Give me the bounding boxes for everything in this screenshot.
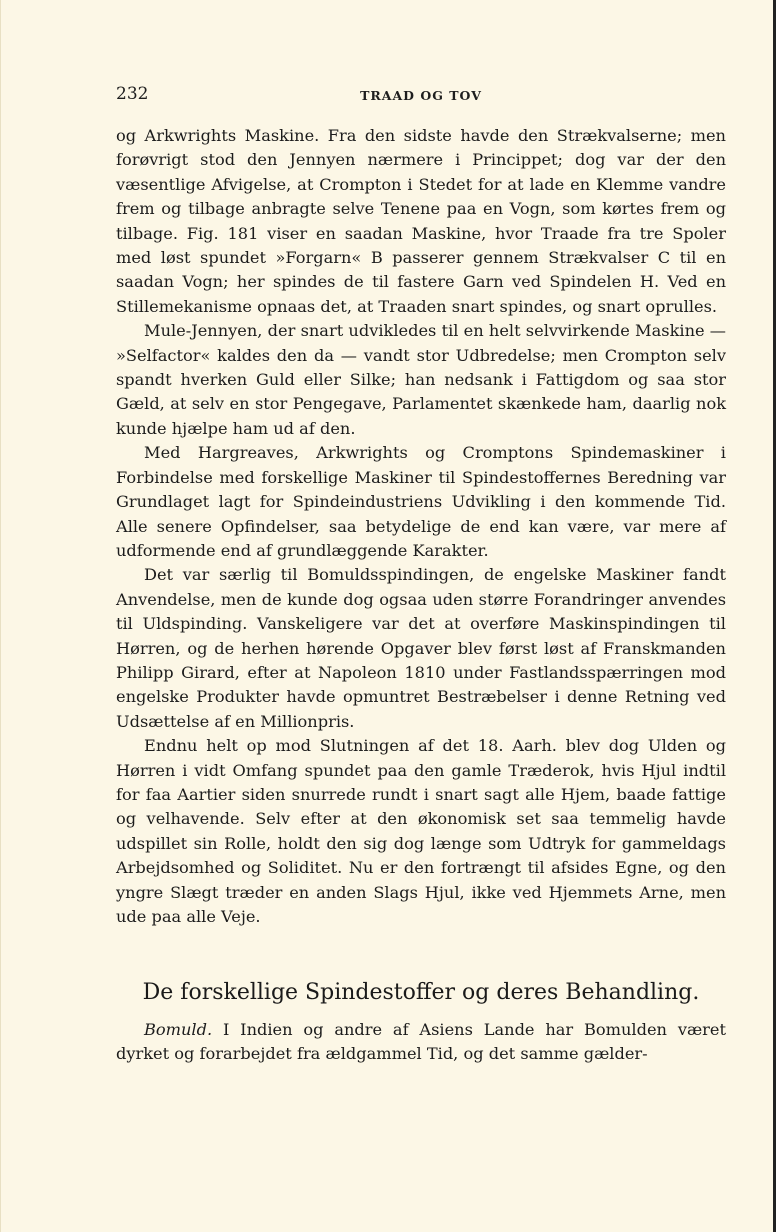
running-title: TRAAD OG TOV bbox=[360, 88, 482, 103]
paragraph-4: Det var særlig til Bomuldsspindingen, de engelske Maskiner fandt Anvendelse, men de kunde dog ogsaa uden større Forandringer anvendes til Uldspinding. Vanskeligere var det at overføre Maskinspindingen til Hørren, og de herhen hørende Opgaver blev først løst af Franskmanden Philipp Girard, efter at Napoleon 1810 under Fastlandsspærringen mod engelske Produkter havde opmuntret Bestræbelser i denne Retning ved Udsættelse af en Millionpris. bbox=[116, 565, 726, 731]
main-text bbox=[116, 124, 726, 929]
lead-term: Bomuld. bbox=[144, 1020, 213, 1039]
section-paragraph bbox=[116, 1018, 726, 1067]
paragraph-2: Mule-Jennyen, der snart udvikledes til en helt selvvirkende Maskine — »Selfactor« kaldes den da — vandt stor Udbredelse; men Crompton selv spandt hverken Guld eller Silke; han nedsank i Fattigdom og saa stor Gæld, at selv en stor Pengegave, Parlamentet skænkede ham, daarlig nok kunde hjælpe ham ud af den. bbox=[116, 321, 726, 438]
paragraph-5: Endnu helt op mod Slutningen af det 18. Aarh. blev dog Ulden og Hørren i vidt Omfang spundet paa den gamle Træderok, hvis Hjul indtil for faa Aartier siden snurrede rundt i snart sagt alle Hjem, baade fattige og velhavende. Selv efter at den økonomisk set saa temmelig havde udspillet sin Rolle, holdt den sig dog længe som Udtryk for gammeldags Arbejdsomhed og Soliditet. Nu er den fortrængt til afsides Egne, og den yngre Slægt træder en anden Slags Hjul, ikke ved Hjemmets Arne, men ude paa alle Veje. bbox=[116, 736, 726, 926]
paragraph-3: Med Hargreaves, Arkwrights og Cromptons Spindemaskiner i Forbindelse med forskellige Maskiner til Spindestoffernes Beredning var Grundlaget lagt for Spindeindustriens Udvikling i den kommende Tid. Alle senere Opfindelser, saa betydelige de end kan være, var mere af udformende end af grundlæggende Karakter. bbox=[116, 443, 726, 560]
section-heading: De forskellige Spindestoffer og deres Behandling. bbox=[142, 980, 700, 1005]
lead-text: I Indien og andre af Asiens Lande har Bomulden været dyrket og forarbejdet fra ældgammel Tid, og det samme gælder- bbox=[116, 1020, 726, 1064]
paragraph-1: og Arkwrights Maskine. Fra den sidste havde den Strækvalserne; men forøvrigt stod den Jennyen nærmere i Princippet; dog var der den væsentlige Afvigelse, at Crompton i Stedet for at lade en Klemme vandre frem og tilbage anbragte selve Tenene paa en Vogn, som kørtes frem og tilbage. Fig. 181 viser en saadan Maskine, hvor Traade fra tre Spoler med løst spundet »Forgarn« B passerer gennem Strækvalser C til en saadan Vogn; her spindes de til fastere Garn ved Spindelen H. Ved en Stillemekanisme opnaas det, at Traaden snart spindes, og snart oprulles. bbox=[116, 126, 726, 316]
page-header bbox=[116, 84, 726, 108]
section-text bbox=[116, 1018, 726, 1067]
page-number: 232 bbox=[116, 84, 149, 104]
